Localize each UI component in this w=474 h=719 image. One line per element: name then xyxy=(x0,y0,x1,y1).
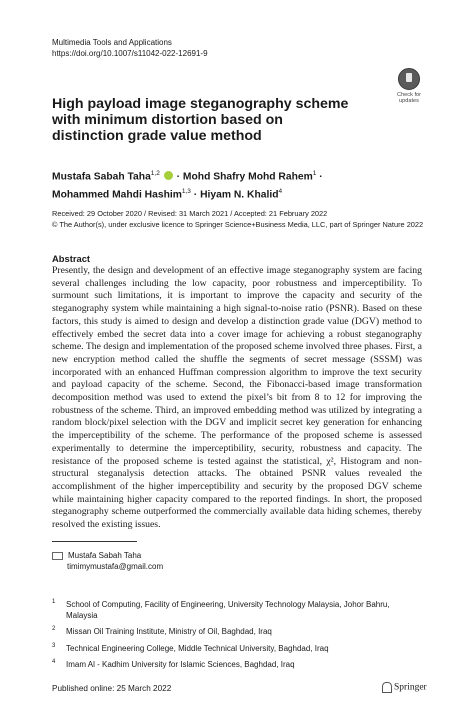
envelope-icon xyxy=(52,552,63,560)
abstract-body: Presently, the design and development of an effective image steganography system are facing several challenges including the low capacity, poor robustness and imperceptibility. To surmount such limitations, it is important to improve the capacity and security of the steganography system while maintaining a high signal-to-noise ratio (PSNR). Based on these factors, this study is aimed to design and develop a distinction grade value (DGV) method to effectively embed the secret data into a cover image for achieving a robust steganography scheme. The design and implementation of the proposed scheme involved three phases. First, a new encryption method called the shuffle the segments of secret message (SSSM) was incorporated with an enhanced Huffman compression algorithm to improve the text security and payload capacity of the scheme. Second, the Fibonacci-based image transformation decomposition method was used to extend the pixel’s bit from 8 to 12 for improving the robustness of the scheme. Third, an improved embedding method was utilized by integrating a random block/pixel selection with the DGV and implicit secret key generation for enhancing the imperceptibility of the scheme. The performance of the proposed scheme is assessed experimentally to determine the imperceptibility, security, robustness and capacity. The resistance of the proposed scheme is tested against the statistical, χ², Histogram and non-structural steganalysis detection attacks. The obtained PSNR values revealed the accomplishment of the higher imperceptibility and security by the proposed DGV scheme while maintaining higher capacity compared to the reported findings. In short, the proposed steganography scheme outperformed the commercially available data hiding schemes, thereby resolved the existing issues. xyxy=(52,265,422,531)
affiliation-number: 4 xyxy=(52,659,56,665)
published-online-date: Published online: 25 March 2022 xyxy=(52,684,172,693)
check-for-updates-badge[interactable] xyxy=(392,68,426,110)
article-history xyxy=(52,208,432,230)
orcid-icon[interactable] xyxy=(164,171,173,180)
author-name: Mohammed Mahdi Hashim xyxy=(52,189,182,201)
publisher-logo xyxy=(382,682,427,693)
affiliation-text: School of Computing, Facility of Engineering, University Technology Malaysia, Johor Bahru, xyxy=(66,600,390,609)
affiliation-item xyxy=(52,599,432,621)
affiliation-number: 2 xyxy=(52,626,56,632)
author-affil-marker: 1,2 xyxy=(150,170,160,177)
author-name: Hiyam N. Khalid xyxy=(200,189,279,201)
journal-name: Multimedia Tools and Applications xyxy=(52,38,172,47)
contact-email[interactable]: timimymustafa@gmail.com xyxy=(67,562,164,571)
affiliation-number: 3 xyxy=(52,643,56,649)
corresponding-author xyxy=(52,550,163,572)
affiliation-text: Missan Oil Training Institute, Ministry of Oil, Baghdad, Iraq xyxy=(66,627,272,636)
affiliation-item xyxy=(52,626,432,637)
paper-title: High payload image steganography scheme with minimum distortion based on distinction grade value method xyxy=(52,96,349,145)
author-affil-marker: 4 xyxy=(278,187,283,195)
contact-name: Mustafa Sabah Taha xyxy=(68,551,142,560)
footnote-divider xyxy=(52,541,137,542)
author-separator: · xyxy=(319,171,323,183)
author-separator: · xyxy=(193,189,198,201)
copyright-line: © The Author(s), under exclusive licence to Springer Science+Business Media, LLC, part of Springer Nature 2022 xyxy=(52,220,424,229)
publisher-name: Springer xyxy=(394,682,427,693)
badge-text-line1: Check for xyxy=(397,92,421,98)
badge-text-line2: updates xyxy=(399,98,419,105)
author-name: Mohd Shafry Mohd Rahem xyxy=(182,171,313,183)
affiliation-text: Imam Al - Kadhim University for Islamic Sciences, Baghdad, Iraq xyxy=(66,660,295,669)
affiliation-item xyxy=(52,659,432,670)
dates-line: Received: 29 October 2020 / Revised: 31 March 2021 / Accepted: 21 February 2022 xyxy=(52,209,328,218)
author-list xyxy=(52,167,382,203)
abstract-heading: Abstract xyxy=(52,253,91,264)
author-affil-marker: 1,3 xyxy=(181,187,191,195)
bookmark-icon xyxy=(398,68,420,90)
journal-header xyxy=(52,38,208,59)
author-name: Mustafa Sabah Taha xyxy=(52,171,151,183)
affiliation-text: Technical Engineering College, Middle Technical University, Baghdad, Iraq xyxy=(66,644,329,653)
affiliation-number: 1 xyxy=(52,599,56,605)
springer-horse-icon xyxy=(382,682,392,693)
author-affil-marker: 1 xyxy=(312,170,317,177)
affiliation-item xyxy=(52,643,432,654)
doi-link[interactable]: https://doi.org/10.1007/s11042-022-12691-9 xyxy=(52,48,208,58)
affiliation-text-cont: Malaysia xyxy=(66,611,98,620)
author-separator: · xyxy=(176,171,181,183)
